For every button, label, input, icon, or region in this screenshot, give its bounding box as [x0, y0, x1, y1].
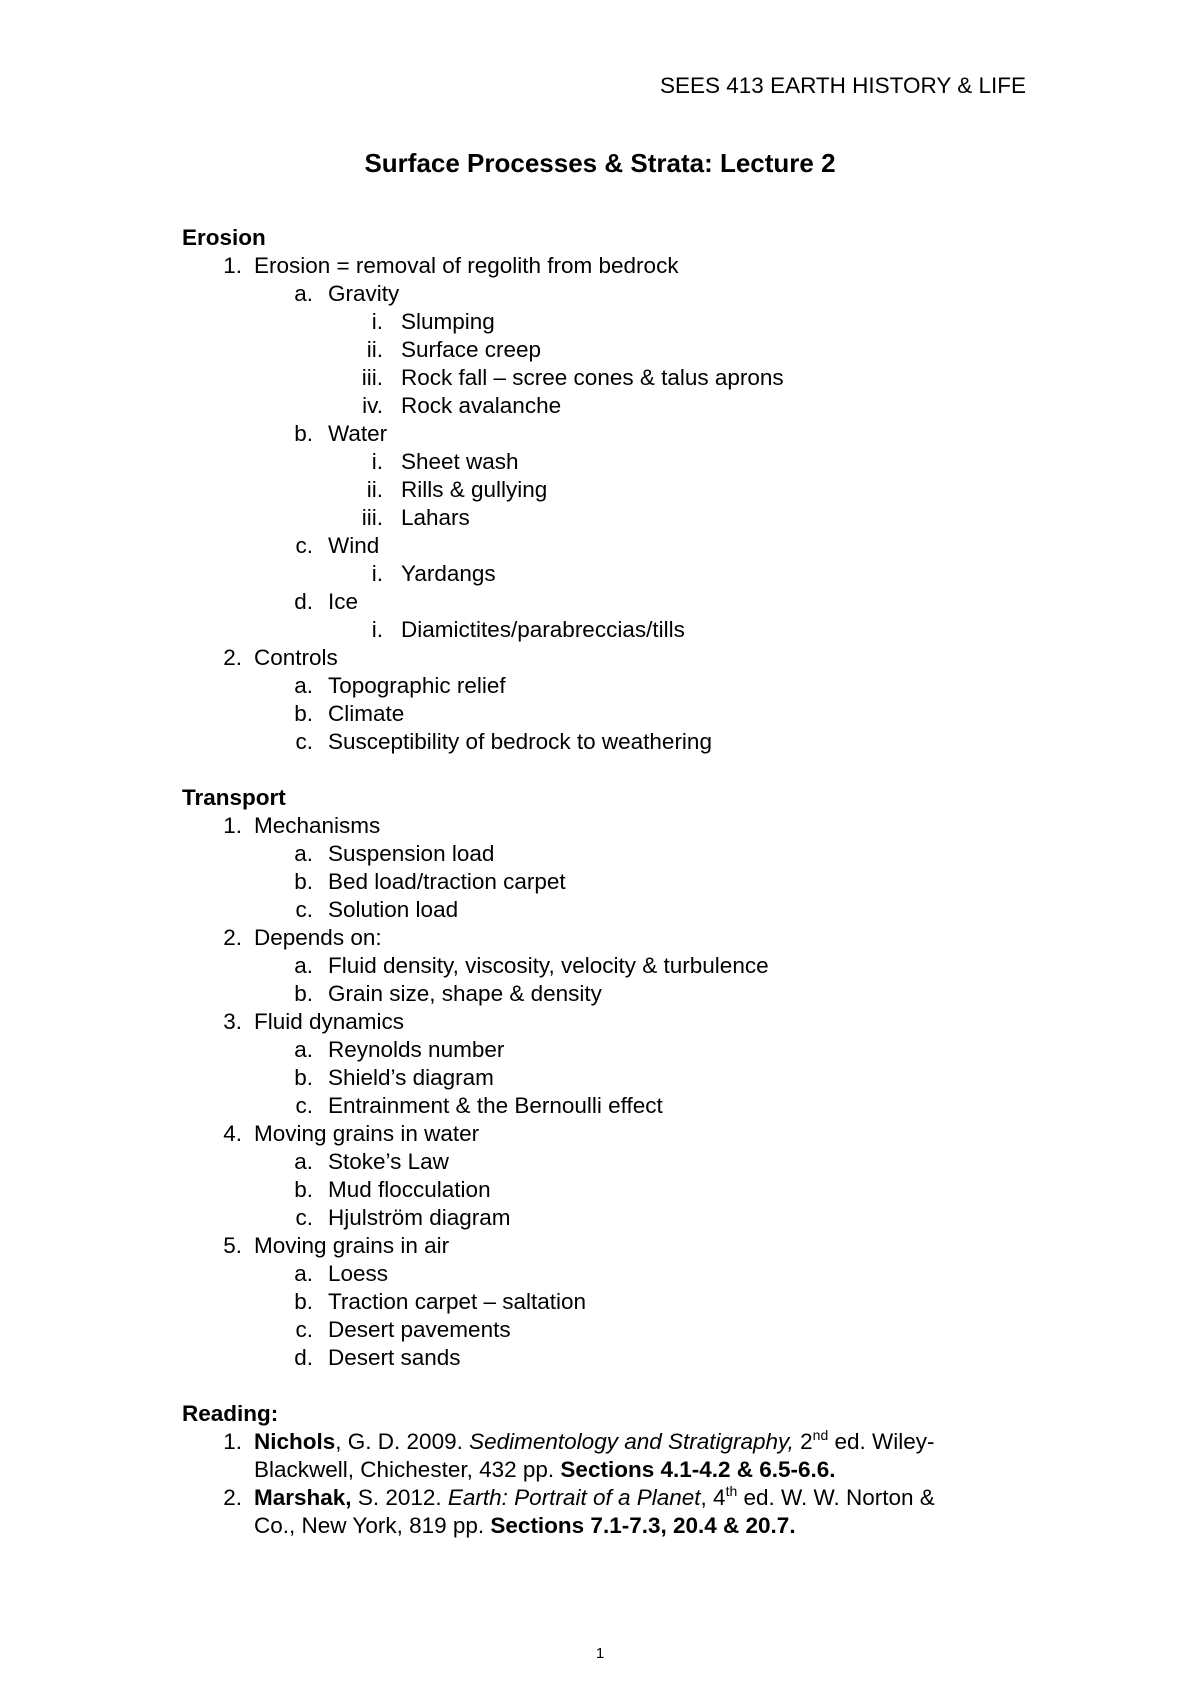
reference-publisher: ed. W. W. Norton &	[737, 1485, 935, 1510]
outline-item	[182, 728, 1022, 756]
reference-item	[182, 1484, 1022, 1540]
outline-item	[182, 1092, 1022, 1120]
list-marker: i.	[371, 449, 383, 474]
list-marker: c.	[295, 897, 313, 922]
list-marker: 2.	[223, 645, 242, 670]
item-text: Reynolds number	[328, 1037, 505, 1062]
item-text: Ice	[328, 589, 359, 614]
list-marker: iii.	[361, 365, 383, 390]
list-marker: i.	[371, 617, 383, 642]
list-marker: a.	[294, 841, 313, 866]
reference-publisher-cont: Co., New York, 819 pp.	[254, 1513, 491, 1538]
spacer	[182, 1372, 1022, 1400]
outline-item	[182, 504, 1022, 532]
reference-publisher: ed. Wiley-	[828, 1429, 935, 1454]
outline-item	[182, 1204, 1022, 1232]
list-marker: a.	[294, 1149, 313, 1174]
item-text: Mechanisms	[254, 813, 381, 838]
section-heading-transport: Transport	[182, 785, 286, 810]
item-text: Depends on:	[254, 925, 382, 950]
list-marker: d.	[294, 1345, 313, 1370]
item-text: Gravity	[328, 281, 400, 306]
item-text: Slumping	[401, 309, 495, 334]
list-marker: a.	[294, 281, 313, 306]
section-heading-erosion: Erosion	[182, 225, 266, 250]
list-marker: 1.	[223, 1429, 242, 1454]
outline-item	[182, 1064, 1022, 1092]
reference-edition: 2	[793, 1429, 813, 1454]
document-title: Surface Processes & Strata: Lecture 2	[364, 148, 836, 178]
item-text: Solution load	[328, 897, 459, 922]
reference-year: , G. D. 2009.	[335, 1429, 470, 1454]
list-marker: 4.	[223, 1121, 242, 1146]
reference-item	[182, 1428, 1022, 1484]
reference-sections: Sections 7.1-7.3, 20.4 & 20.7.	[490, 1513, 796, 1538]
item-text: Entrainment & the Bernoulli effect	[328, 1093, 663, 1118]
outline-item	[182, 476, 1022, 504]
item-text: Moving grains in water	[254, 1121, 480, 1146]
outline-item	[182, 364, 1022, 392]
list-marker: i.	[371, 309, 383, 334]
list-marker: c.	[295, 1205, 313, 1230]
outline-item	[182, 672, 1022, 700]
list-marker: 2.	[223, 925, 242, 950]
page-header: SEES 413 EARTH HISTORY & LIFE	[660, 73, 1026, 98]
item-text: Hjulström diagram	[328, 1205, 511, 1230]
list-marker: iii.	[361, 505, 383, 530]
outline-item	[182, 644, 1022, 672]
list-marker: c.	[295, 729, 313, 754]
list-marker: c.	[295, 1317, 313, 1342]
item-text: Fluid density, viscosity, velocity & turbulence	[328, 953, 769, 978]
reference-sections: Sections 4.1-4.2 & 6.5-6.6.	[560, 1457, 836, 1482]
item-text: Fluid dynamics	[254, 1009, 405, 1034]
outline-item	[182, 1148, 1022, 1176]
list-marker: b.	[294, 869, 313, 894]
item-text: Diamictites/parabreccias/tills	[401, 617, 685, 642]
page-number: 1	[595, 1645, 605, 1662]
outline-item	[182, 392, 1022, 420]
list-marker: iv.	[362, 393, 383, 418]
list-marker: 5.	[223, 1233, 242, 1258]
reference-edition-suffix: th	[725, 1482, 738, 1499]
outline-item	[182, 1036, 1022, 1064]
list-marker: i.	[371, 561, 383, 586]
reference-line-1	[254, 1428, 1022, 1456]
item-text: Controls	[254, 645, 338, 670]
outline-item	[182, 1344, 1022, 1372]
outline-item	[182, 252, 1022, 280]
outline-item	[182, 1008, 1022, 1036]
outline-item	[182, 1232, 1022, 1260]
outline-item	[182, 616, 1022, 644]
reference-line-1	[254, 1484, 1022, 1512]
item-text: Suspension load	[328, 841, 495, 866]
item-text: Water	[328, 421, 388, 446]
item-text: Bed load/traction carpet	[328, 869, 566, 894]
outline-item	[182, 588, 1022, 616]
outline-item	[182, 420, 1022, 448]
item-text: Traction carpet – saltation	[328, 1289, 587, 1314]
list-marker: a.	[294, 1037, 313, 1062]
outline-item	[182, 896, 1022, 924]
item-text: Climate	[328, 701, 405, 726]
outline-item	[182, 1260, 1022, 1288]
outline-item	[182, 868, 1022, 896]
lecture-outline	[182, 224, 1022, 1540]
reference-author: Marshak,	[254, 1485, 352, 1510]
outline-item	[182, 952, 1022, 980]
item-text: Loess	[328, 1261, 389, 1286]
list-marker: b.	[294, 1177, 313, 1202]
outline-item	[182, 308, 1022, 336]
list-marker: a.	[294, 673, 313, 698]
list-marker: b.	[294, 1289, 313, 1314]
outline-item	[182, 1176, 1022, 1204]
list-marker: d.	[294, 589, 313, 614]
list-marker: 1.	[223, 813, 242, 838]
item-text: Mud flocculation	[328, 1177, 491, 1202]
reference-book-title: Sedimentology and Stratigraphy,	[469, 1429, 794, 1454]
outline-item	[182, 280, 1022, 308]
item-text: Rock fall – scree cones & talus aprons	[401, 365, 784, 390]
item-text: Rock avalanche	[401, 393, 562, 418]
item-text: Lahars	[401, 505, 470, 530]
reference-edition-suffix: nd	[812, 1426, 829, 1443]
reference-line-2	[254, 1456, 1022, 1484]
reference-edition: , 4	[700, 1485, 726, 1510]
outline-item	[182, 924, 1022, 952]
item-text: Surface creep	[401, 337, 542, 362]
item-text: Yardangs	[401, 561, 496, 586]
outline-item	[182, 532, 1022, 560]
list-marker: b.	[294, 981, 313, 1006]
reference-publisher-cont: Blackwell, Chichester, 432 pp.	[254, 1457, 561, 1482]
list-marker: c.	[295, 533, 313, 558]
list-marker: b.	[294, 701, 313, 726]
spacer	[182, 756, 1022, 784]
item-text: Sheet wash	[401, 449, 519, 474]
list-marker: ii.	[366, 337, 383, 362]
item-text: Susceptibility of bedrock to weathering	[328, 729, 712, 754]
outline-item	[182, 336, 1022, 364]
item-text: Rills & gullying	[401, 477, 548, 502]
item-text: Grain size, shape & density	[328, 981, 602, 1006]
outline-item	[182, 840, 1022, 868]
outline-item	[182, 812, 1022, 840]
list-marker: a.	[294, 953, 313, 978]
item-text: Desert pavements	[328, 1317, 511, 1342]
list-marker: b.	[294, 1065, 313, 1090]
item-text: Shield’s diagram	[328, 1065, 494, 1090]
outline-item	[182, 980, 1022, 1008]
item-text: Desert sands	[328, 1345, 461, 1370]
list-marker: 1.	[223, 253, 242, 278]
list-marker: 3.	[223, 1009, 242, 1034]
outline-item	[182, 1288, 1022, 1316]
list-marker: ii.	[366, 477, 383, 502]
reference-author: Nichols	[254, 1429, 336, 1454]
list-marker: b.	[294, 421, 313, 446]
item-text: Erosion = removal of regolith from bedrock	[254, 253, 679, 278]
item-text: Stoke’s Law	[328, 1149, 449, 1174]
reference-year: S. 2012.	[351, 1485, 448, 1510]
outline-item	[182, 1316, 1022, 1344]
reference-book-title: Earth: Portrait of a Planet	[447, 1485, 701, 1510]
list-marker: c.	[295, 1093, 313, 1118]
item-text: Moving grains in air	[254, 1233, 450, 1258]
reference-line-2	[254, 1512, 1022, 1540]
outline-item	[182, 700, 1022, 728]
list-marker: 2.	[223, 1485, 242, 1510]
item-text: Wind	[328, 533, 380, 558]
outline-item	[182, 1120, 1022, 1148]
outline-item	[182, 448, 1022, 476]
section-heading-reading: Reading:	[182, 1401, 279, 1426]
outline-item	[182, 560, 1022, 588]
item-text: Topographic relief	[328, 673, 506, 698]
list-marker: a.	[294, 1261, 313, 1286]
